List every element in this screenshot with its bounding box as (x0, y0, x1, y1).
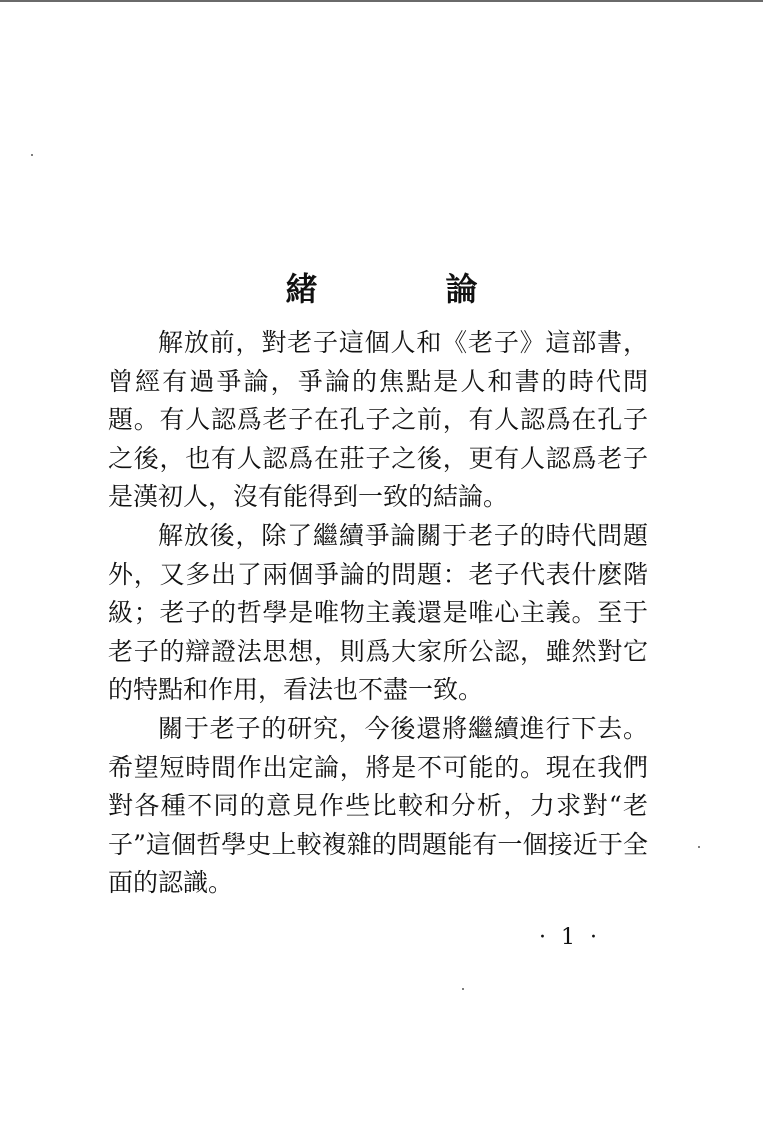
page-number: · 1 · (539, 925, 601, 950)
top-border-line (0, 0, 763, 2)
page-title: 緒 論 (285, 270, 526, 309)
scan-speck (31, 154, 33, 156)
paragraph-2: 解放後，除了繼續爭論關于老子的時代問題外，又多出了兩個爭論的問題：老子代表什麽階級；老子的哲學是唯物主義還是唯心主義。至于老子的辯證法思想，則爲大家所公認，雖然對它的特點和作用，看法也不盡一致。 (108, 520, 648, 705)
body-text (108, 324, 648, 903)
paragraph-1: 解放前，對老子這個人和《老子》這部書，曾經有過爭論，爭論的焦點是人和書的時代問題。有人認爲老子在孔子之前，有人認爲在孔子之後，也有人認爲在莊子之後，更有人認爲老子是漢初人，沒有能得到一致的結論。 (108, 328, 648, 512)
scan-speck (462, 988, 464, 990)
paragraph-3: 關于老子的研究，今後還將繼續進行下去。希望短時間作出定論，將是不可能的。現在我們對各種不同的意見作些比較和分析，力求對“老子”這個哲學史上較複雜的問題能有一個接近于全面的認識。 (108, 713, 648, 898)
scan-speck (698, 846, 700, 848)
